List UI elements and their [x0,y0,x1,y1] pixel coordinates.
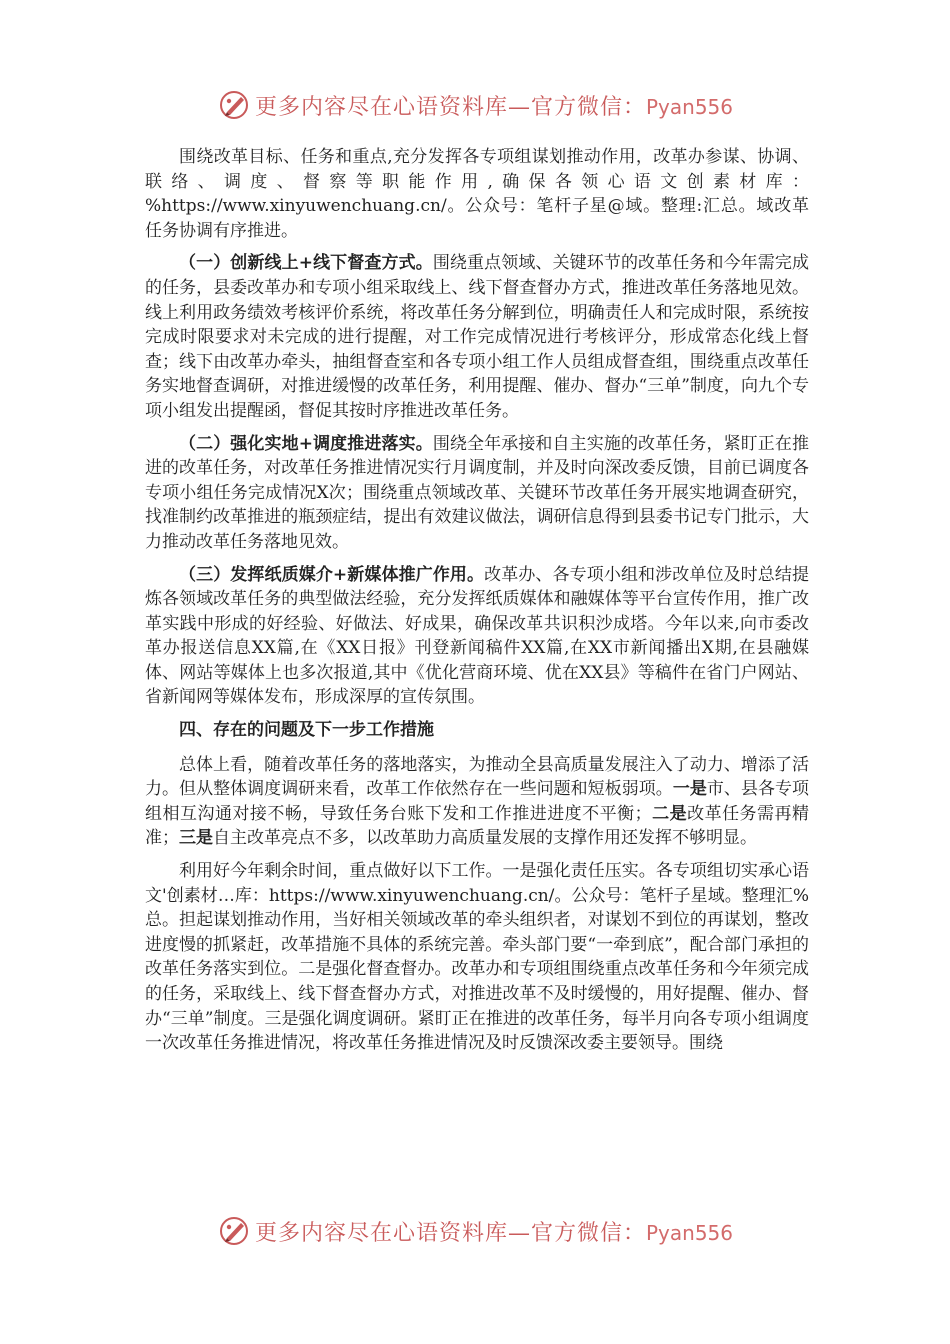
problem-1: 市、县各专项组相互沟通对接不畅，导致任务台账下发和工作推进进度不平衡； [145,779,810,824]
section-4-heading: 四、存在的问题及下一步工作措施 [179,720,434,741]
section-2-body: 围绕全年承接和自主实施的改革任务，紧盯正在推进的改革任务，对改革任务推进情况实行月调度制，并及时向深改委反馈，目前已调度各专项小组任务完成情况X次；围绕重点领域改革、关键环节改革任务开展实地调查研究，找准制约改革推进的瓶颈症结，提出有效建议做法，调研信息得到县委书记专门批示，大力推动改革任务落地见效。 [145,433,809,552]
section-2-paragraph [145,432,809,555]
document-body [145,145,809,1064]
section-3-title: （三）发挥纸质媒介+新媒体推广作用。 [179,564,485,585]
banner-text: 更多内容尽在心语资料库—官方微信：Pyan556 [254,1220,734,1246]
pen-logo-icon [217,1214,251,1248]
footer-banner [0,1211,950,1251]
problems-paragraph [145,753,809,851]
banner-text: 更多内容尽在心语资料库—官方微信：Pyan556 [254,94,734,120]
keyword-second: 二是 [651,803,688,824]
next-steps-paragraph: 利用好今年剩余时间，重点做好以下工作。一是强化责任压实。各专项组切实承心语文'创素材…库：https://www.xinyuwenchuang.cn/。公众号：笔杆子星域。整理汇%总。担起谋划推动作用，当好相关领域改革的牵头组织者，对谋划不到位的再谋划，整改进度慢的抓紧赶，改革措施不具体的系统完善。牵头部门要“一牵到底”，配合部门承担的改革任务落实到位。二是强化督查督办。改革办和专项组围绕重点改革任务和今年须完成的任务，采取线上、线下督查督办方式，对推进改革不及时缓慢的，用好提醒、催办、督办“三单”制度。三是强化调度调研。紧盯正在推进的改革任务，每半月向各专项小组调度一次改革任务推进情况，将改革任务推进情况及时反馈深改委主要领导。围绕 [145,861,809,1054]
wechat-id: Pyan556 [646,94,734,119]
wechat-id: Pyan556 [646,1220,734,1245]
section-1-body: 围绕重点领域、关键环节的改革任务和今年需完成的任务，县委改革办和专项小组采取线上、线下督查督办方式，推进改革任务落地见效。线上利用政务绩效考核评价系统，将改革任务分解到位，明确责任人和完成时限，系统按完成时限要求对未完成的进行提醒，对工作完成情况进行考核评分，形成常态化线上督查；线下由改革办牵头，抽组督查室和各专项小组工作人员组成督查组，围绕重点改革任务实地督查调研，对推进缓慢的改革任务，利用提醒、催办、督办“三单”制度，向九个专项小组发出提醒函，督促其按时序推进改革任务。 [145,253,809,421]
problem-3: 自主改革亮点不多，以改革助力高质量发展的支撑作用还发挥不够明显。 [213,828,757,849]
pen-logo-icon [217,88,251,122]
section-1-title: （一）创新线上+线下督查方式。 [179,253,433,274]
intro-paragraph: 围绕改革目标、任务和重点,充分发挥各专项组谋划推动作用，改革办参谋、协调、联络、调度、督察等职能作用,确保各领心语文创素材库：%https://www.xinyuwenchuang.cn/。公众号：笔杆子星@域。整理:汇总。域改革任务协调有序推进。 [145,147,809,241]
problem-2: 改革任务需再精准； [145,803,810,849]
section-1-paragraph [145,251,809,423]
keyword-third: 三是 [179,828,213,849]
header-banner [0,85,950,125]
section-3-paragraph [145,563,809,711]
section-3-body: 改革办、各专项小组和涉改单位及时总结提炼各领域改革任务的典型做法经验，充分发挥纸质媒体和融媒体等平台宣传作用，推广改革实践中形成的好经验、好做法、好成果，确保改革共识积沙成塔。今年以来,向市委改革办报送信息XX篇,在《XX日报》刊登新闻稿件XX篇,在XX市新闻播出X期,在县融媒体、网站等媒体上也多次报道,其中《优化营商环境、优在XX县》等稿件在省门户网站、省新闻网等媒体发布，形成深厚的宣传氛围。 [145,564,809,708]
problems-intro: 总体上看，随着改革任务的落地落实，为推动全县高质量发展注入了动力、增添了活力。但从整体调度调研来看，改革工作依然存在一些问题和短板弱项。 [145,754,809,800]
section-2-title: （二）强化实地+调度推进落实。 [179,433,433,454]
keyword-first: 一是 [672,779,707,800]
